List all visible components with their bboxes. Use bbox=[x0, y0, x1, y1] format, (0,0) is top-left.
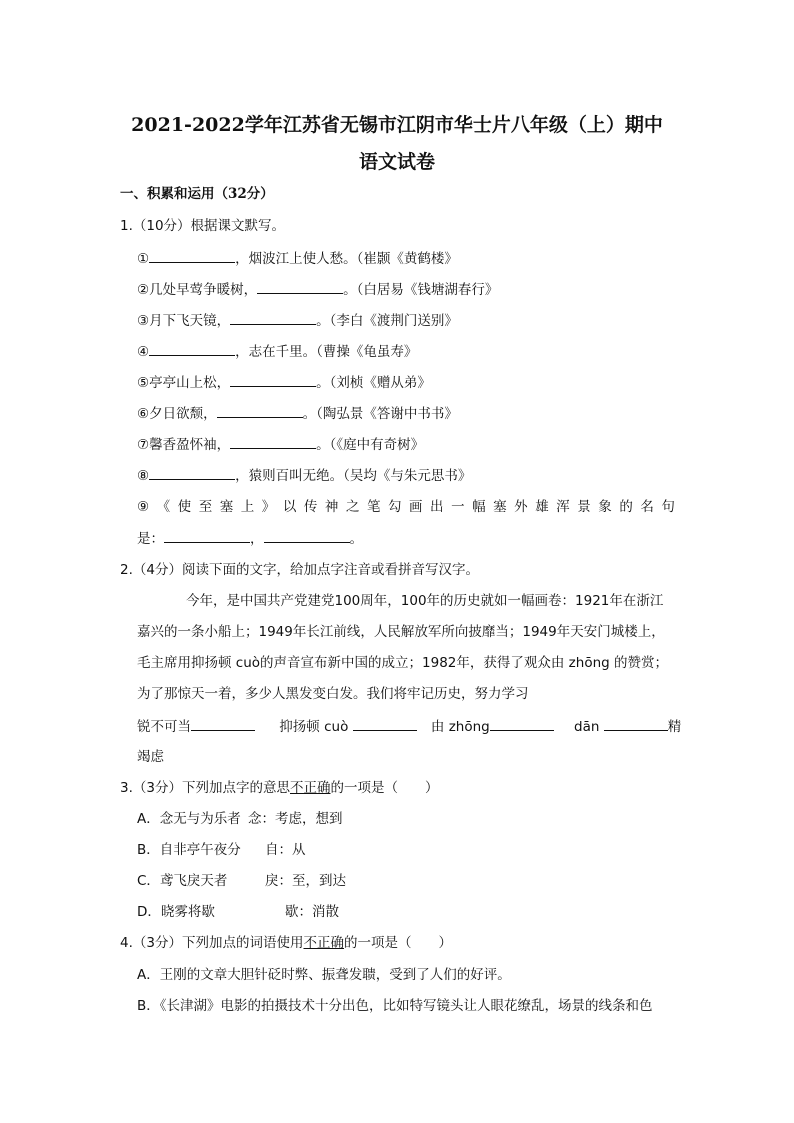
item-text: ，猿则百叫无绝。（吴均《与朱元思书》 bbox=[235, 468, 472, 484]
item-char: 名 bbox=[640, 499, 654, 515]
answer-blank[interactable] bbox=[604, 716, 668, 731]
exam-title-line1: 2021-2022学年江苏省无锡市江阴市华士片八年级（上）期中 bbox=[131, 114, 663, 136]
passage-line: 今年，是中国共产党建党100周年，100年的历史就如一幅画卷：1921年在浙江 bbox=[186, 593, 664, 609]
question-1-item bbox=[137, 434, 424, 455]
item-char: 出 bbox=[430, 499, 444, 515]
question-1-item bbox=[137, 279, 498, 300]
item-char: 浑 bbox=[556, 499, 570, 515]
answer-blank[interactable] bbox=[490, 716, 554, 731]
question-1-item bbox=[137, 372, 431, 393]
stem-emphasis: 不正确 bbox=[303, 935, 344, 951]
question-1-stem: 1.（10分）根据课文默写。 bbox=[120, 218, 286, 234]
answer-blank[interactable] bbox=[149, 341, 235, 356]
fill-label: 精 bbox=[667, 719, 682, 735]
item-char: ⑨ bbox=[137, 499, 150, 515]
item-char: 塞 bbox=[493, 499, 507, 515]
item-text: ⑤亭亭山上松， bbox=[137, 375, 231, 391]
item-text: 。（白居易《钱塘湖春行》 bbox=[343, 282, 499, 298]
item-char: 象 bbox=[598, 499, 612, 515]
question-3-option bbox=[137, 840, 306, 860]
option-text: C．鸢飞戾天者 bbox=[137, 873, 228, 889]
stem-text: 的一项是（ ） bbox=[343, 935, 452, 951]
item-text: ⑧ bbox=[137, 468, 150, 484]
item-char: 上 bbox=[240, 499, 255, 515]
answer-blank[interactable] bbox=[264, 528, 350, 543]
item-text: ，志在千里。（曹操《龟虽寿》 bbox=[235, 344, 418, 360]
answer-blank[interactable] bbox=[353, 716, 417, 731]
item-char: 勾 bbox=[387, 499, 402, 515]
answer-blank[interactable] bbox=[164, 528, 250, 543]
answer-blank[interactable] bbox=[149, 248, 235, 263]
option-text: A．念无与为乐者 bbox=[137, 811, 241, 827]
item-char: 神 bbox=[324, 499, 339, 515]
question-1-item bbox=[137, 465, 471, 486]
item-char: 笔 bbox=[366, 499, 381, 515]
option-gloss: 戾：至，到达 bbox=[265, 873, 346, 889]
option-gloss: 歇：消散 bbox=[285, 904, 339, 920]
item-char: 景 bbox=[577, 499, 591, 515]
fill-label: 抑扬顿 cuò bbox=[279, 719, 349, 735]
item-char: 句 bbox=[661, 499, 675, 515]
item-text: 。 bbox=[349, 531, 363, 547]
option-gloss: 自：从 bbox=[265, 842, 306, 858]
question-1-item-9-answer bbox=[137, 528, 363, 549]
question-2-fill-row bbox=[137, 716, 682, 737]
option-gloss: 念：考虑，想到 bbox=[248, 811, 343, 827]
item-text: ，烟波江上使人愁。（崔颢《黄鹤楼》 bbox=[235, 251, 458, 267]
item-char: 画 bbox=[409, 499, 423, 515]
fill-tail: 竭虑 bbox=[137, 749, 164, 765]
question-1-item bbox=[137, 248, 458, 269]
item-text: ⑥夕日欲颓， bbox=[137, 406, 217, 422]
item-text: ⑦馨香盈怀袖， bbox=[137, 437, 231, 453]
answer-blank[interactable] bbox=[230, 372, 316, 387]
item-text: 。（陶弘景《答谢中书书》 bbox=[302, 406, 458, 422]
stem-emphasis: 不正确 bbox=[289, 780, 331, 796]
item-text: 。（《庭中有奇树》 bbox=[316, 437, 425, 453]
answer-blank[interactable] bbox=[257, 279, 343, 294]
stem-text: 4.（3分）下列加点的词语使用 bbox=[120, 935, 304, 951]
question-1-item bbox=[137, 310, 458, 331]
answer-blank[interactable] bbox=[217, 403, 303, 418]
item-text: 是： bbox=[137, 531, 164, 547]
fill-label: dān bbox=[574, 719, 600, 735]
passage-line: 为了那惊天一着，多少人黑发变白发。我们将牢记历史，努力学习 bbox=[137, 686, 529, 702]
section-heading: 一、积累和运用（32分） bbox=[120, 186, 274, 202]
item-text: 。（李白《渡荆门送别》 bbox=[316, 313, 458, 329]
passage-line: 毛主席用抑扬顿 cuò的声音宣布新中国的成立；1982年，获得了观众由 zhōng 的赞赏； bbox=[137, 655, 668, 671]
item-char: 传 bbox=[303, 499, 318, 515]
question-3-option bbox=[137, 871, 346, 891]
stem-text: 3.（3分）下列加点字的意思 bbox=[120, 780, 290, 796]
answer-blank[interactable] bbox=[149, 465, 235, 480]
question-4-option-b: B．《长津湖》电影的拍摄技术十分出色，比如特写镜头让人眼花缭乱，场景的线条和色 bbox=[137, 998, 653, 1014]
item-text: 。（刘桢《赠从弟》 bbox=[316, 375, 431, 391]
fill-label: 锐不可当 bbox=[137, 719, 191, 735]
item-char: 雄 bbox=[535, 499, 549, 515]
item-char: 》 bbox=[261, 499, 276, 515]
question-1-item bbox=[137, 341, 417, 362]
option-text: B．自非亭午夜分 bbox=[137, 842, 241, 858]
item-char: 使 bbox=[177, 499, 192, 515]
question-3-stem bbox=[120, 778, 438, 798]
question-4-stem bbox=[120, 933, 452, 953]
item-char: 《 bbox=[156, 499, 171, 515]
question-2-stem: 2.（4分）阅读下面的文字，给加点字注音或看拼音写汉字。 bbox=[120, 562, 479, 578]
answer-blank[interactable] bbox=[230, 434, 316, 449]
item-char: 塞 bbox=[219, 499, 234, 515]
item-text: ③月下飞天镜， bbox=[137, 313, 231, 329]
item-char: 幅 bbox=[472, 499, 486, 515]
item-text: ， bbox=[250, 531, 264, 547]
item-char: 以 bbox=[282, 499, 297, 515]
stem-text: 的一项是（ ） bbox=[330, 780, 439, 796]
option-text: D．晓雾将歇 bbox=[137, 904, 215, 920]
question-3-option bbox=[137, 902, 339, 922]
question-1-item bbox=[137, 403, 458, 424]
passage-line: 嘉兴的一条小船上；1949年长江前线，人民解放军所向披靡当；1949年天安门城楼上， bbox=[137, 624, 665, 640]
answer-blank[interactable] bbox=[191, 716, 255, 731]
exam-title-line2: 语文试卷 bbox=[358, 151, 435, 173]
item-char: 一 bbox=[451, 499, 465, 515]
question-1-item-9 bbox=[137, 497, 675, 517]
item-text: ④ bbox=[137, 344, 150, 360]
item-char: 之 bbox=[345, 499, 360, 515]
question-4-option-a: A．王刚的文章大胆针砭时弊、振聋发聩，受到了人们的好评。 bbox=[137, 967, 511, 983]
answer-blank[interactable] bbox=[230, 310, 316, 325]
fill-label: 由 zhōng bbox=[430, 719, 490, 735]
item-text: ① bbox=[137, 251, 150, 267]
item-char: 至 bbox=[198, 499, 213, 515]
item-char: 外 bbox=[514, 499, 528, 515]
item-text: ②几处早莺争暖树， bbox=[137, 282, 258, 298]
item-char: 的 bbox=[619, 499, 633, 515]
question-3-option bbox=[137, 809, 343, 829]
